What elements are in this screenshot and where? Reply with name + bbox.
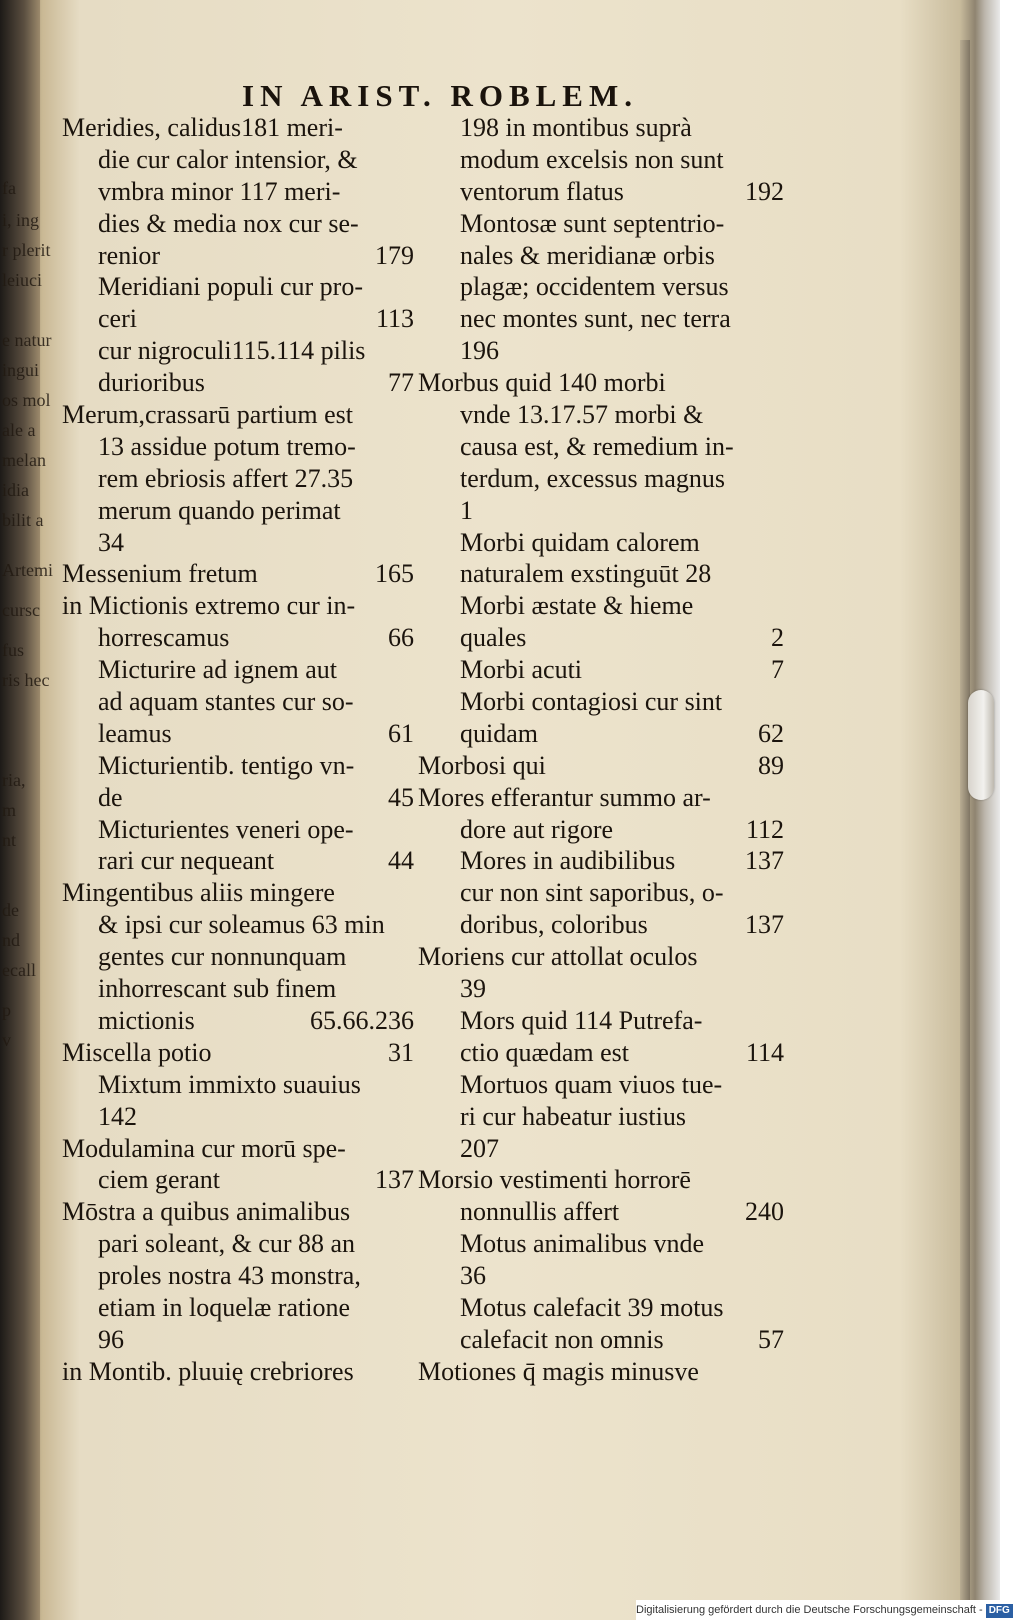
entry-text: Morbi æstate & hieme bbox=[460, 591, 694, 621]
margin-fragment: ale a bbox=[2, 420, 36, 440]
entry-page-number: 44 bbox=[388, 846, 414, 876]
entry-text: Micturire ad ignem aut bbox=[98, 655, 337, 685]
entry-text: Morbi acuti bbox=[460, 655, 583, 685]
index-entry bbox=[62, 1228, 414, 1260]
entry-page-number: 113 bbox=[375, 304, 414, 334]
index-entry bbox=[418, 1356, 784, 1388]
index-entry bbox=[418, 463, 784, 495]
entry-text: terdum, excessus magnus bbox=[460, 463, 726, 493]
entry-text: proles nostra 43 monstra, bbox=[98, 1261, 361, 1291]
margin-fragment: idia bbox=[2, 480, 29, 500]
entry-page-number: 57 bbox=[758, 1324, 784, 1354]
entry-text: nonnullis affert bbox=[460, 1197, 620, 1227]
entry-text: Morbus quid 140 morbi bbox=[418, 368, 666, 398]
entry-text: ctio quædam est bbox=[460, 1037, 629, 1067]
entry-text: 39 bbox=[460, 974, 486, 1004]
index-entry bbox=[62, 1324, 414, 1356]
margin-fragment: nd bbox=[2, 930, 20, 950]
index-entry bbox=[62, 782, 414, 814]
index-column-right bbox=[418, 112, 784, 1388]
index-entry bbox=[418, 973, 784, 1005]
index-entry bbox=[62, 1164, 414, 1196]
entry-text: & ipsi cur soleamus 63 min bbox=[98, 910, 385, 940]
index-entry bbox=[418, 1164, 784, 1196]
entry-page-number: 137 bbox=[745, 910, 784, 940]
entry-text: modum excelsis non sunt bbox=[460, 144, 724, 174]
entry-text: Mingentibus aliis mingere bbox=[62, 878, 335, 908]
entry-text: calefacit non omnis bbox=[460, 1324, 664, 1354]
entry-page-number: 66 bbox=[388, 623, 414, 653]
margin-fragment: ecall bbox=[2, 960, 36, 980]
margin-fragment: ria, bbox=[2, 770, 26, 790]
index-entry bbox=[418, 814, 784, 846]
dfg-logo: DFG bbox=[986, 1604, 1013, 1618]
index-entry bbox=[418, 112, 784, 144]
entry-text: naturalem exstinguūt 28 bbox=[460, 559, 712, 589]
entry-text: Mōstra a quibus animalibus bbox=[62, 1197, 351, 1227]
index-entry bbox=[62, 877, 414, 909]
entry-page-number: 45 bbox=[388, 782, 414, 812]
entry-text: etiam in loquelæ ratione bbox=[98, 1292, 350, 1322]
entry-text: Motus calefacit 39 motus bbox=[460, 1292, 724, 1322]
index-entry bbox=[62, 112, 414, 144]
index-entry bbox=[418, 1069, 784, 1101]
entry-text: renior bbox=[98, 240, 161, 270]
margin-fragment: Artemi bbox=[2, 560, 53, 580]
entry-text: Moriens cur attollat oculos bbox=[418, 942, 698, 972]
entry-text: de bbox=[98, 782, 123, 812]
index-entry bbox=[62, 814, 414, 846]
entry-text: Miscella potio bbox=[62, 1037, 212, 1067]
entry-text: Messenium fretum bbox=[62, 559, 258, 589]
index-entry bbox=[62, 1101, 414, 1133]
index-entry bbox=[62, 718, 414, 750]
entry-text: 196 bbox=[460, 336, 499, 366]
entry-text: Mixtum immixto suauius bbox=[98, 1069, 361, 1099]
entry-page-number: 137 bbox=[745, 846, 784, 876]
index-entry bbox=[62, 590, 414, 622]
index-entry bbox=[418, 1292, 784, 1324]
index-entry bbox=[418, 845, 784, 877]
index-entry bbox=[418, 941, 784, 973]
margin-fragment: cursc bbox=[2, 600, 40, 620]
index-entry bbox=[62, 463, 414, 495]
entry-text: Motiones q̄ magis minusve bbox=[418, 1356, 699, 1386]
index-entry bbox=[62, 303, 414, 335]
entry-text: quales bbox=[460, 623, 527, 653]
entry-text: 142 bbox=[98, 1101, 137, 1131]
margin-fragment: i, ing bbox=[2, 210, 40, 230]
entry-page-number: 31 bbox=[388, 1037, 414, 1067]
index-entry bbox=[62, 1005, 414, 1037]
index-entry bbox=[418, 654, 784, 686]
index-entry bbox=[62, 431, 414, 463]
page-edge bbox=[960, 40, 970, 1610]
entry-text: ciem gerant bbox=[98, 1165, 220, 1195]
index-entry bbox=[62, 909, 414, 941]
entry-text: Morbi quidam calorem bbox=[460, 527, 700, 557]
index-entry bbox=[418, 909, 784, 941]
entry-page-number: 7 bbox=[771, 655, 784, 685]
entry-text: horrescamus bbox=[98, 623, 230, 653]
index-entry bbox=[62, 1292, 414, 1324]
index-entry bbox=[62, 622, 414, 654]
index-entry bbox=[418, 335, 784, 367]
margin-fragment: leiuci bbox=[2, 270, 42, 290]
index-entry bbox=[62, 654, 414, 686]
entry-text: Motus animalibus vnde bbox=[460, 1229, 705, 1259]
index-entry bbox=[62, 558, 414, 590]
digitization-footer bbox=[636, 1600, 1010, 1620]
entry-text: Mors quid 114 Putrefa- bbox=[460, 1005, 703, 1035]
index-entry bbox=[62, 941, 414, 973]
entry-page-number: 165 bbox=[375, 559, 414, 589]
entry-text: quidam bbox=[460, 718, 538, 748]
index-column-left bbox=[62, 112, 414, 1388]
entry-text: 198 in montibus suprà bbox=[460, 113, 692, 142]
entry-page-number: 240 bbox=[745, 1197, 784, 1227]
entry-page-number: 62 bbox=[758, 718, 784, 748]
entry-text: 13 assidue potum tremo- bbox=[98, 431, 356, 461]
index-entry bbox=[418, 240, 784, 272]
index-entry bbox=[418, 495, 784, 527]
index-entry bbox=[62, 144, 414, 176]
entry-text: gentes cur nonnunquam bbox=[98, 942, 347, 972]
margin-fragment: p bbox=[2, 1000, 11, 1020]
entry-text: cur non sint saporibus, o- bbox=[460, 878, 724, 908]
index-entry bbox=[418, 622, 784, 654]
margin-fragment: melan bbox=[2, 450, 46, 470]
index-entry bbox=[62, 845, 414, 877]
entry-text: dies & media nox cur se- bbox=[98, 208, 359, 238]
entry-text: 36 bbox=[460, 1261, 486, 1291]
footer-text: Digitalisierung gefördert durch die Deutsche Forschungsgemeinschaft - bbox=[636, 1604, 983, 1616]
index-entry bbox=[62, 1133, 414, 1165]
entry-page-number: 179 bbox=[375, 240, 414, 270]
entry-text: rari cur nequeant bbox=[98, 846, 275, 876]
previous-page-edge bbox=[0, 0, 53, 1620]
entry-page-number: 2 bbox=[771, 623, 784, 653]
index-entry bbox=[418, 782, 784, 814]
page-clip bbox=[968, 690, 994, 800]
index-entry bbox=[62, 399, 414, 431]
index-entry bbox=[418, 1133, 784, 1165]
margin-fragment: fa bbox=[2, 178, 16, 198]
entry-page-number: 137 bbox=[375, 1165, 414, 1195]
margin-fragment: bilit a bbox=[2, 510, 44, 530]
margin-fragment: ris hec bbox=[2, 670, 50, 690]
index-entry bbox=[418, 431, 784, 463]
entry-text: ceri bbox=[98, 304, 137, 334]
index-entry bbox=[62, 1356, 414, 1388]
index-entry bbox=[418, 271, 784, 303]
entry-text: pari soleant, & cur 88 an bbox=[98, 1229, 356, 1259]
entry-text: 1 bbox=[460, 495, 473, 525]
margin-fragment: nt bbox=[2, 830, 17, 850]
entry-text: 34 bbox=[98, 527, 124, 557]
entry-text: Morsio vestimenti horrorē bbox=[418, 1165, 691, 1195]
index-entry bbox=[62, 495, 414, 527]
margin-fragment: os mol bbox=[2, 390, 51, 410]
index-entry bbox=[418, 1324, 784, 1356]
index-entry bbox=[418, 527, 784, 559]
index-entry bbox=[62, 973, 414, 1005]
index-entry bbox=[418, 1260, 784, 1292]
margin-fragment: r plerit bbox=[2, 240, 51, 260]
entry-text: Mores in audibilibus bbox=[460, 846, 676, 876]
entry-text: Merum,crassarū partium est bbox=[62, 400, 353, 430]
entry-text: ventorum flatus bbox=[460, 176, 624, 206]
index-entry bbox=[418, 1037, 784, 1069]
margin-fragment: fus bbox=[2, 640, 24, 660]
index-entry bbox=[418, 1101, 784, 1133]
margin-fragment: m bbox=[2, 800, 17, 820]
index-entry bbox=[62, 208, 414, 240]
entry-text: Micturientib. tentigo vn- bbox=[98, 750, 355, 780]
index-entry bbox=[62, 367, 414, 399]
entry-text: Mores efferantur summo ar- bbox=[418, 782, 711, 812]
index-entry bbox=[62, 750, 414, 782]
index-entry bbox=[62, 176, 414, 208]
index-entry bbox=[418, 1196, 784, 1228]
index-entry bbox=[418, 176, 784, 208]
entry-text: Montosæ sunt septentrio- bbox=[460, 208, 725, 238]
margin-fragment: ingui bbox=[2, 360, 40, 380]
entry-text: Morbosi qui bbox=[418, 750, 546, 780]
index-entry bbox=[62, 1260, 414, 1292]
entry-text: ri cur habeatur iustius bbox=[460, 1101, 686, 1131]
entry-text: mictionis bbox=[98, 1005, 195, 1035]
entry-text: causa est, & remedium in- bbox=[460, 431, 734, 461]
index-entry bbox=[418, 1228, 784, 1260]
entry-page-number: 77 bbox=[388, 368, 414, 398]
entry-page-number: 112 bbox=[745, 814, 784, 844]
entry-text: Micturientes veneri ope- bbox=[98, 814, 354, 844]
entry-text: die cur calor intensior, & bbox=[98, 144, 358, 174]
entry-text: nec montes sunt, nec terra bbox=[460, 304, 731, 334]
index-entry bbox=[62, 240, 414, 272]
index-entry bbox=[62, 1196, 414, 1228]
index-entry bbox=[62, 1069, 414, 1101]
index-entry bbox=[418, 1005, 784, 1037]
index-entry bbox=[418, 208, 784, 240]
entry-text: doribus, coloribus bbox=[460, 910, 648, 940]
entry-text: rem ebriosis affert 27.35 bbox=[98, 463, 354, 493]
index-entry bbox=[418, 399, 784, 431]
entry-text: 96 bbox=[98, 1324, 124, 1354]
entry-text: vmbra minor 117 meri- bbox=[98, 176, 341, 206]
entry-text: leamus bbox=[98, 718, 172, 748]
entry-text: in Montib. pluuię crebriores bbox=[62, 1356, 354, 1386]
entry-text: Meridiani populi cur pro- bbox=[98, 272, 363, 302]
index-entry bbox=[418, 558, 784, 590]
index-entry bbox=[418, 367, 784, 399]
entry-text: merum quando perimat bbox=[98, 495, 341, 525]
entry-text: nales & meridianæ orbis bbox=[460, 240, 715, 270]
index-entry bbox=[62, 686, 414, 718]
entry-text: cur nigroculi115.114 pilis bbox=[98, 336, 366, 366]
entry-text: durioribus bbox=[98, 368, 205, 398]
entry-text: Meridies, calidus181 meri- bbox=[62, 113, 343, 142]
index-entry bbox=[418, 590, 784, 622]
entry-text: vnde 13.17.57 morbi & bbox=[460, 400, 704, 430]
index-entry bbox=[418, 686, 784, 718]
index-entry bbox=[62, 335, 414, 367]
entry-text: inhorrescant sub finem bbox=[98, 974, 337, 1004]
entry-text: Modulamina cur morū spe- bbox=[62, 1133, 346, 1163]
entry-page-number: 89 bbox=[758, 750, 784, 780]
entry-page-number: 65.66.236 bbox=[310, 1005, 414, 1035]
index-entry bbox=[62, 527, 414, 559]
index-entry bbox=[418, 877, 784, 909]
entry-page-number: 61 bbox=[388, 718, 414, 748]
index-entry bbox=[418, 750, 784, 782]
running-header: IN ARIST. ROBLEM. bbox=[242, 78, 638, 113]
entry-page-number: 114 bbox=[745, 1037, 784, 1067]
index-entry bbox=[62, 271, 414, 303]
index-entry bbox=[418, 718, 784, 750]
entry-text: Mortuos quam viuos tue- bbox=[460, 1069, 723, 1099]
entry-text: dore aut rigore bbox=[460, 814, 614, 844]
entry-text: Morbi contagiosi cur sint bbox=[460, 687, 723, 717]
entry-text: in Mictionis extremo cur in- bbox=[62, 591, 356, 621]
entry-text: ad aquam stantes cur so- bbox=[98, 687, 354, 717]
index-entry bbox=[62, 1037, 414, 1069]
margin-fragment: de bbox=[2, 900, 19, 920]
index-entry bbox=[418, 303, 784, 335]
entry-text: plagæ; occidentem versus bbox=[460, 272, 729, 302]
margin-fragment: e natur bbox=[2, 330, 52, 350]
entry-page-number: 192 bbox=[745, 176, 784, 206]
index-entry bbox=[418, 144, 784, 176]
margin-fragment: v bbox=[2, 1030, 11, 1050]
entry-text: 207 bbox=[460, 1133, 499, 1163]
